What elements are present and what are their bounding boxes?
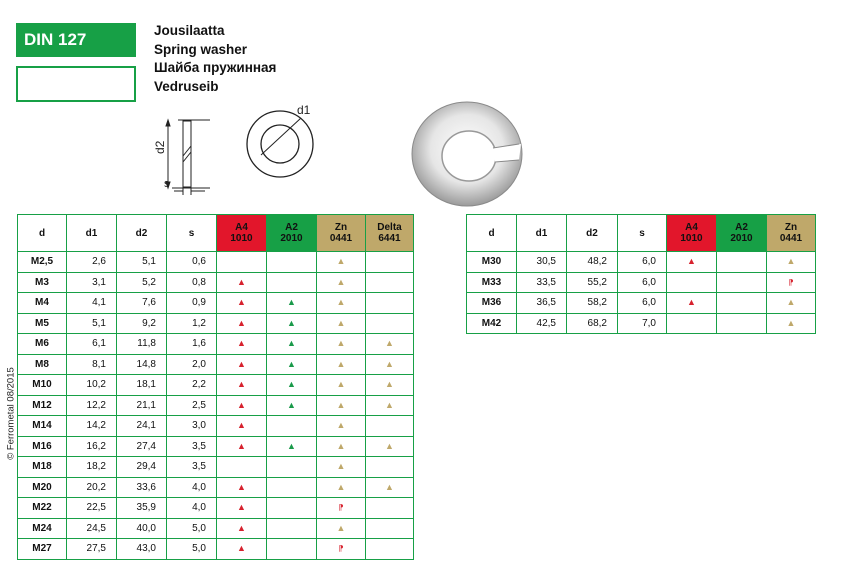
- cell-a2: [267, 272, 317, 293]
- cell-zn: [317, 375, 366, 396]
- tan-triangle-icon: ▲: [385, 440, 394, 451]
- cell-zn: [767, 272, 816, 293]
- cell-zn: [317, 252, 366, 273]
- red-triangle-icon: ▲: [687, 256, 696, 267]
- cell-d: M8: [18, 354, 67, 375]
- red-triangle-icon: ▲: [237, 420, 246, 431]
- table-row: [18, 436, 414, 457]
- zn-code: 0441: [779, 233, 803, 244]
- cell-d2: 33,6: [117, 477, 167, 498]
- col-header-a2: [717, 215, 767, 252]
- table-row: [467, 272, 816, 293]
- red-triangle-icon: ▲: [237, 481, 246, 492]
- table-row: [18, 272, 414, 293]
- cell-zn: [767, 313, 816, 334]
- tan-triangle-icon: ▲: [336, 461, 346, 472]
- red-triangle-icon: ▲: [237, 379, 246, 390]
- table-row: [18, 457, 414, 478]
- cell-d2: 14,8: [117, 354, 167, 375]
- green-triangle-icon: ▲: [287, 399, 296, 410]
- cell-zn: [317, 539, 366, 560]
- tan-triangle-icon: ▲: [385, 338, 394, 349]
- table-row: [18, 354, 414, 375]
- cell-s: 0,9: [167, 293, 217, 314]
- cell-d1: 14,2: [67, 416, 117, 437]
- tan-triangle-icon: ▲: [786, 256, 796, 267]
- cell-d1: 20,2: [67, 477, 117, 498]
- cell-a4: [217, 272, 267, 293]
- a4-label: A4: [685, 222, 698, 233]
- copyright-text: © Ferrometal 08/2015: [5, 367, 17, 460]
- cell-d: M33: [467, 272, 517, 293]
- cell-d2: 55,2: [567, 272, 618, 293]
- cell-d: M5: [18, 313, 67, 334]
- cell-zn: [317, 436, 366, 457]
- table-row: [467, 293, 816, 314]
- cell-d1: 12,2: [67, 395, 117, 416]
- cell-delta: [366, 539, 414, 560]
- cell-delta: [366, 416, 414, 437]
- cell-d1: 30,5: [517, 252, 567, 273]
- cell-s: 6,0: [618, 293, 667, 314]
- tan-triangle-icon: ▲: [336, 481, 346, 492]
- tan-triangle-icon: ▲: [336, 358, 346, 369]
- cell-zn: [317, 334, 366, 355]
- tan-triangle-icon: ▲: [336, 522, 346, 533]
- tan-triangle-icon: ▲: [385, 399, 394, 410]
- tan-triangle-icon: ▲: [786, 297, 796, 308]
- green-triangle-icon: ▲: [287, 317, 296, 328]
- cell-d2: 43,0: [117, 539, 167, 560]
- table-row: [18, 539, 414, 560]
- cell-a4: [217, 252, 267, 273]
- a2-code: 2010: [730, 233, 753, 244]
- cell-a2: [267, 457, 317, 478]
- special-order-icon: ⁋: [788, 277, 794, 287]
- cell-d1: 24,5: [67, 518, 117, 539]
- cell-a4: [217, 457, 267, 478]
- cell-d: M16: [18, 436, 67, 457]
- cell-d2: 68,2: [567, 313, 618, 334]
- cell-a4: [217, 498, 267, 519]
- left-size-table: [17, 214, 414, 560]
- col-header-zn: [317, 215, 366, 252]
- cell-d2: 40,0: [117, 518, 167, 539]
- table-header-row: [18, 215, 414, 252]
- green-triangle-icon: ▲: [287, 338, 296, 349]
- cell-delta: [366, 457, 414, 478]
- zn-code: 0441: [329, 233, 353, 244]
- cell-zn: [767, 293, 816, 314]
- cell-d: M12: [18, 395, 67, 416]
- title-finnish: Jousilaatta: [154, 23, 225, 38]
- tan-triangle-icon: ▲: [336, 338, 346, 349]
- spring-washer-photo: [405, 92, 535, 212]
- cell-zn: [317, 477, 366, 498]
- cell-a4: [217, 334, 267, 355]
- cell-zn: [317, 293, 366, 314]
- cell-d1: 42,5: [517, 313, 567, 334]
- cell-d1: 5,1: [67, 313, 117, 334]
- title-russian: Шайба пружинная: [154, 60, 277, 75]
- cell-a4: [217, 518, 267, 539]
- cell-d: M24: [18, 518, 67, 539]
- cell-delta: [366, 334, 414, 355]
- cell-delta: [366, 272, 414, 293]
- a4-code: 1010: [680, 233, 703, 244]
- standard-badge: DIN 127: [16, 23, 136, 57]
- zn-label: Zn: [784, 222, 798, 233]
- cell-s: 6,0: [618, 272, 667, 293]
- red-triangle-icon: ▲: [237, 317, 246, 328]
- cell-d2: 21,1: [117, 395, 167, 416]
- tan-triangle-icon: ▲: [336, 256, 346, 267]
- cell-d1: 8,1: [67, 354, 117, 375]
- cell-zn: [317, 416, 366, 437]
- cell-delta: [366, 375, 414, 396]
- technical-drawing: [150, 100, 330, 200]
- table-row: [467, 252, 816, 273]
- title-estonian: Vedruseib: [154, 78, 219, 94]
- cell-d1: 6,1: [67, 334, 117, 355]
- cell-zn: [317, 457, 366, 478]
- cell-a4: [667, 252, 717, 273]
- tan-triangle-icon: ▲: [336, 276, 346, 287]
- table-row: [18, 293, 414, 314]
- title-english: Spring washer: [154, 41, 248, 57]
- cell-d1: 2,6: [67, 252, 117, 273]
- cell-d: M10: [18, 375, 67, 396]
- cell-a4: [217, 539, 267, 560]
- red-triangle-icon: ▲: [237, 502, 246, 513]
- cell-a2: [267, 395, 317, 416]
- cell-a2: [717, 293, 767, 314]
- a4-label: A4: [235, 222, 248, 233]
- col-header-a2: [267, 215, 317, 252]
- cell-s: 5,0: [167, 539, 217, 560]
- right-size-table: [466, 214, 816, 334]
- a2-label: A2: [735, 222, 748, 233]
- cell-s: 1,2: [167, 313, 217, 334]
- cell-s: 5,0: [167, 518, 217, 539]
- cell-zn: [317, 354, 366, 375]
- red-triangle-icon: ▲: [237, 297, 246, 308]
- cell-d: M22: [18, 498, 67, 519]
- cell-a4: [217, 354, 267, 375]
- cell-d: M36: [467, 293, 517, 314]
- col-header-delta: [366, 215, 414, 252]
- special-order-icon: ⁋: [338, 503, 344, 513]
- table-row: [18, 395, 414, 416]
- cell-a4: [667, 293, 717, 314]
- green-triangle-icon: ▲: [287, 297, 296, 308]
- green-triangle-icon: ▲: [287, 379, 296, 390]
- cell-d: M6: [18, 334, 67, 355]
- tan-triangle-icon: ▲: [336, 317, 346, 328]
- col-header-d1: d1: [67, 215, 117, 252]
- cell-delta: [366, 354, 414, 375]
- cell-a2: [717, 252, 767, 273]
- label-d2: d2: [153, 140, 167, 154]
- a2-code: 2010: [280, 233, 303, 244]
- col-header-d1: d1: [517, 215, 567, 252]
- tan-triangle-icon: ▲: [336, 379, 346, 390]
- cell-zn: [317, 395, 366, 416]
- cell-a2: [267, 354, 317, 375]
- cell-a4: [217, 477, 267, 498]
- cell-d1: 18,2: [67, 457, 117, 478]
- col-header-a4: [667, 215, 717, 252]
- cell-a2: [717, 272, 767, 293]
- cell-a4: [217, 436, 267, 457]
- cell-d: M20: [18, 477, 67, 498]
- tan-triangle-icon: ▲: [336, 420, 346, 431]
- cell-d2: 5,2: [117, 272, 167, 293]
- cell-d2: 18,1: [117, 375, 167, 396]
- cell-delta: [366, 293, 414, 314]
- tan-triangle-icon: ▲: [336, 440, 346, 451]
- cell-d: M2,5: [18, 252, 67, 273]
- cell-s: 4,0: [167, 498, 217, 519]
- cell-s: 1,6: [167, 334, 217, 355]
- cell-a2: [267, 477, 317, 498]
- cell-d1: 10,2: [67, 375, 117, 396]
- cell-d2: 9,2: [117, 313, 167, 334]
- zn-label: Zn: [334, 222, 348, 233]
- cell-zn: [767, 252, 816, 273]
- cell-a2: [267, 293, 317, 314]
- cell-s: 2,2: [167, 375, 217, 396]
- cell-d1: 33,5: [517, 272, 567, 293]
- table-row: [18, 375, 414, 396]
- cell-a2: [267, 416, 317, 437]
- green-triangle-icon: ▲: [287, 358, 296, 369]
- red-triangle-icon: ▲: [237, 522, 246, 533]
- table-row: [18, 498, 414, 519]
- tan-triangle-icon: ▲: [385, 379, 394, 390]
- cell-d1: 4,1: [67, 293, 117, 314]
- cell-zn: [317, 518, 366, 539]
- cell-s: 3,5: [167, 436, 217, 457]
- cell-d2: 48,2: [567, 252, 618, 273]
- cell-d: M18: [18, 457, 67, 478]
- cell-zn: [317, 313, 366, 334]
- cell-delta: [366, 395, 414, 416]
- cell-d: M42: [467, 313, 517, 334]
- delta-code: 6441: [378, 233, 401, 244]
- tan-triangle-icon: ▲: [786, 317, 796, 328]
- cell-d1: 3,1: [67, 272, 117, 293]
- cell-d2: 35,9: [117, 498, 167, 519]
- col-header-d2: d2: [567, 215, 618, 252]
- cell-s: 0,6: [167, 252, 217, 273]
- red-triangle-icon: ▲: [237, 338, 246, 349]
- cell-a2: [267, 313, 317, 334]
- tan-triangle-icon: ▲: [385, 358, 394, 369]
- table-row: [18, 334, 414, 355]
- top-view-drawing: [247, 111, 313, 177]
- cell-a4: [217, 375, 267, 396]
- cell-a2: [267, 375, 317, 396]
- cell-delta: [366, 518, 414, 539]
- cell-a4: [217, 395, 267, 416]
- cell-s: 7,0: [618, 313, 667, 334]
- cell-d: M3: [18, 272, 67, 293]
- cell-a2: [267, 334, 317, 355]
- green-triangle-icon: ▲: [287, 440, 296, 451]
- a4-code: 1010: [230, 233, 253, 244]
- cell-s: 2,5: [167, 395, 217, 416]
- cell-d: M30: [467, 252, 517, 273]
- cell-d: M4: [18, 293, 67, 314]
- cell-d2: 27,4: [117, 436, 167, 457]
- cell-a2: [267, 252, 317, 273]
- cell-a4: [217, 313, 267, 334]
- table-row: [18, 477, 414, 498]
- cell-a4: [667, 272, 717, 293]
- col-header-d: d: [467, 215, 517, 252]
- cell-d: M27: [18, 539, 67, 560]
- cell-a4: [217, 293, 267, 314]
- tan-triangle-icon: ▲: [385, 481, 394, 492]
- cell-s: 6,0: [618, 252, 667, 273]
- cell-a4: [217, 416, 267, 437]
- cell-d2: 5,1: [117, 252, 167, 273]
- red-triangle-icon: ▲: [237, 358, 246, 369]
- cell-s: 3,0: [167, 416, 217, 437]
- cell-delta: [366, 477, 414, 498]
- cell-delta: [366, 252, 414, 273]
- col-header-d2: d2: [117, 215, 167, 252]
- cell-zn: [317, 272, 366, 293]
- cell-d2: 29,4: [117, 457, 167, 478]
- red-triangle-icon: ▲: [237, 276, 246, 287]
- table-header-row: [467, 215, 816, 252]
- cell-d: M14: [18, 416, 67, 437]
- table-row: [18, 518, 414, 539]
- cell-a2: [267, 518, 317, 539]
- special-order-icon: ⁋: [338, 544, 344, 554]
- table-row: [18, 416, 414, 437]
- empty-label-box: [16, 66, 136, 102]
- tan-triangle-icon: ▲: [336, 399, 346, 410]
- cell-a2: [267, 539, 317, 560]
- table-row: [18, 252, 414, 273]
- cell-a2: [267, 436, 317, 457]
- red-triangle-icon: ▲: [687, 297, 696, 308]
- cell-d1: 22,5: [67, 498, 117, 519]
- a2-label: A2: [285, 222, 298, 233]
- cell-s: 2,0: [167, 354, 217, 375]
- delta-label: Delta: [377, 222, 402, 233]
- table-row: [18, 313, 414, 334]
- product-titles: [154, 22, 276, 96]
- cell-s: 0,8: [167, 272, 217, 293]
- cell-d2: 24,1: [117, 416, 167, 437]
- col-header-s: s: [618, 215, 667, 252]
- side-view-drawing: [166, 120, 210, 195]
- label-s: s: [164, 178, 170, 190]
- col-header-s: s: [167, 215, 217, 252]
- cell-d2: 11,8: [117, 334, 167, 355]
- red-triangle-icon: ▲: [237, 543, 246, 554]
- cell-delta: [366, 498, 414, 519]
- cell-delta: [366, 436, 414, 457]
- cell-d2: 7,6: [117, 293, 167, 314]
- cell-d2: 58,2: [567, 293, 618, 314]
- cell-a2: [717, 313, 767, 334]
- col-header-d: d: [18, 215, 67, 252]
- table-row: [467, 313, 816, 334]
- label-d1: d1: [297, 103, 311, 117]
- cell-zn: [317, 498, 366, 519]
- cell-delta: [366, 313, 414, 334]
- red-triangle-icon: ▲: [237, 440, 246, 451]
- cell-a4: [667, 313, 717, 334]
- cell-s: 3,5: [167, 457, 217, 478]
- red-triangle-icon: ▲: [237, 399, 246, 410]
- col-header-zn: [767, 215, 816, 252]
- tan-triangle-icon: ▲: [336, 297, 346, 308]
- cell-a2: [267, 498, 317, 519]
- col-header-a4: [217, 215, 267, 252]
- cell-d1: 36,5: [517, 293, 567, 314]
- cell-d1: 27,5: [67, 539, 117, 560]
- cell-s: 4,0: [167, 477, 217, 498]
- cell-d1: 16,2: [67, 436, 117, 457]
